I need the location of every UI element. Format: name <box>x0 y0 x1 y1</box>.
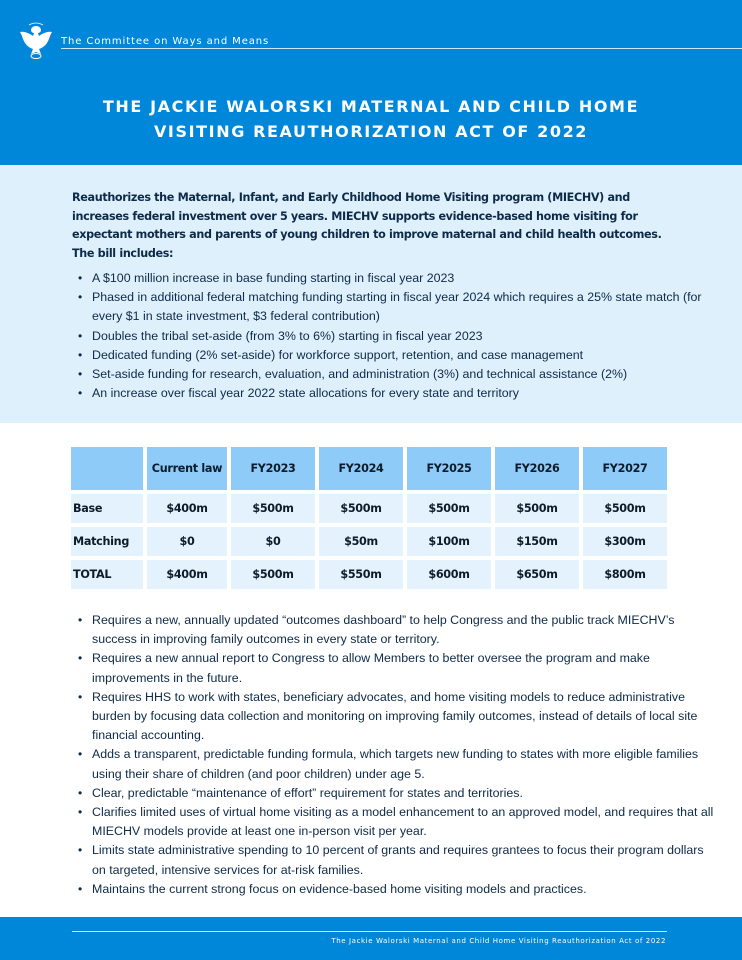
list-item: • Phased in additional federal matching funding starting in fiscal year 2024 which requires a 25% state match (for every $1 in state investment, $3 federal contribution) <box>78 288 718 326</box>
title-line-2: VISITING REAUTHORIZATION ACT OF 2022 <box>153 122 589 141</box>
table-cell: $150m <box>495 527 579 556</box>
list-item: • Maintains the current strong focus on evidence-based home visiting models and practices. <box>78 880 718 899</box>
table-cell: $400m <box>147 560 227 589</box>
footer-title: The Jackie Walorski Maternal and Child Home Visiting Reauthorization Act of 2022 <box>331 937 666 945</box>
funding-table <box>67 443 671 593</box>
table-cell: $500m <box>319 494 403 523</box>
table-cell: $500m <box>231 494 315 523</box>
table-cell: $800m <box>583 560 667 589</box>
table-row <box>71 560 667 589</box>
committee-name: The Committee on Ways and Means <box>61 36 270 47</box>
header-cell-fy2024: FY2024 <box>319 447 403 490</box>
table-cell: $300m <box>583 527 667 556</box>
list-item: • A $100 million increase in base funding starting in fiscal year 2023 <box>78 269 718 288</box>
table-header-row <box>71 447 667 490</box>
list-item: • Requires a new annual report to Congress to allow Members to better oversee the program and make improvements in the future. <box>78 649 718 687</box>
header-cell-current-law: Current law <box>147 447 227 490</box>
table-cell: $0 <box>147 527 227 556</box>
provisions-list <box>78 611 718 899</box>
intro-paragraph: Reauthorizes the Maternal, Infant, and Early Childhood Home Visiting program (MIECHV) and increases federal investment over 5 years. MIECHV supports evidence-based home visiting for expectant mothers and parents of young children to improve maternal and child health outcomes. The bill includes: <box>72 191 662 260</box>
header-cell-fy2026: FY2026 <box>495 447 579 490</box>
list-item: • Clarifies limited uses of virtual home visiting as a model enhancement to an approved model, and requires that all MIECHV models provide at least one in-person visit per year. <box>78 803 718 841</box>
eagle-seal-icon <box>18 22 54 60</box>
header-cell-fy2025: FY2025 <box>407 447 491 490</box>
row-label: Matching <box>71 527 143 556</box>
list-item: • Requires HHS to work with states, beneficiary advocates, and home visiting models to reduce administrative burden by focusing data collection and monitoring on improving family outcomes, instead of details of local site financial accounting. <box>78 688 718 746</box>
header-cell-fy2027: FY2027 <box>583 447 667 490</box>
table-cell: $100m <box>407 527 491 556</box>
list-item: • An increase over fiscal year 2022 state allocations for every state and territory <box>78 384 718 403</box>
table-cell: $50m <box>319 527 403 556</box>
page-title <box>0 94 742 144</box>
table-cell: $650m <box>495 560 579 589</box>
list-item: • Doubles the tribal set-aside (from 3% to 6%) starting in fiscal year 2023 <box>78 327 718 346</box>
table-cell: $600m <box>407 560 491 589</box>
title-line-1: THE JACKIE WALORSKI MATERNAL AND CHILD HOME <box>102 97 640 116</box>
header-cell-blank <box>71 447 143 490</box>
table-cell: $500m <box>407 494 491 523</box>
funding-table-wrap <box>71 447 667 589</box>
page-header <box>0 0 742 165</box>
list-item: • Set-aside funding for research, evaluation, and administration (3%) and technical assistance (2%) <box>78 365 718 384</box>
table-cell: $500m <box>495 494 579 523</box>
list-item: • Clear, predictable “maintenance of effort” requirement for states and territories. <box>78 784 718 803</box>
list-item: • Dedicated funding (2% set-aside) for workforce support, retention, and case management <box>78 346 718 365</box>
header-divider <box>61 48 742 49</box>
row-label: Base <box>71 494 143 523</box>
summary-section <box>0 165 742 423</box>
table-row <box>71 527 667 556</box>
table-cell: $500m <box>231 560 315 589</box>
list-item: • Adds a transparent, predictable funding formula, which targets new funding to states with more eligible families using their share of children (and poor children) under age 5. <box>78 745 718 783</box>
table-cell: $0 <box>231 527 315 556</box>
table-cell: $400m <box>147 494 227 523</box>
footer-divider <box>72 931 667 932</box>
list-item: • Requires a new, annually updated “outcomes dashboard” to help Congress and the public track MIECHV’s success in improving family outcomes in every state or territory. <box>78 611 718 649</box>
table-cell: $500m <box>583 494 667 523</box>
includes-list <box>78 269 718 403</box>
row-label: TOTAL <box>71 560 143 589</box>
list-item: • Limits state administrative spending to 10 percent of grants and requires grantees to focus their program dollars on targeted, intensive services for at-risk families. <box>78 841 718 879</box>
table-row <box>71 494 667 523</box>
page-footer <box>0 917 742 960</box>
table-cell: $550m <box>319 560 403 589</box>
header-cell-fy2023: FY2023 <box>231 447 315 490</box>
